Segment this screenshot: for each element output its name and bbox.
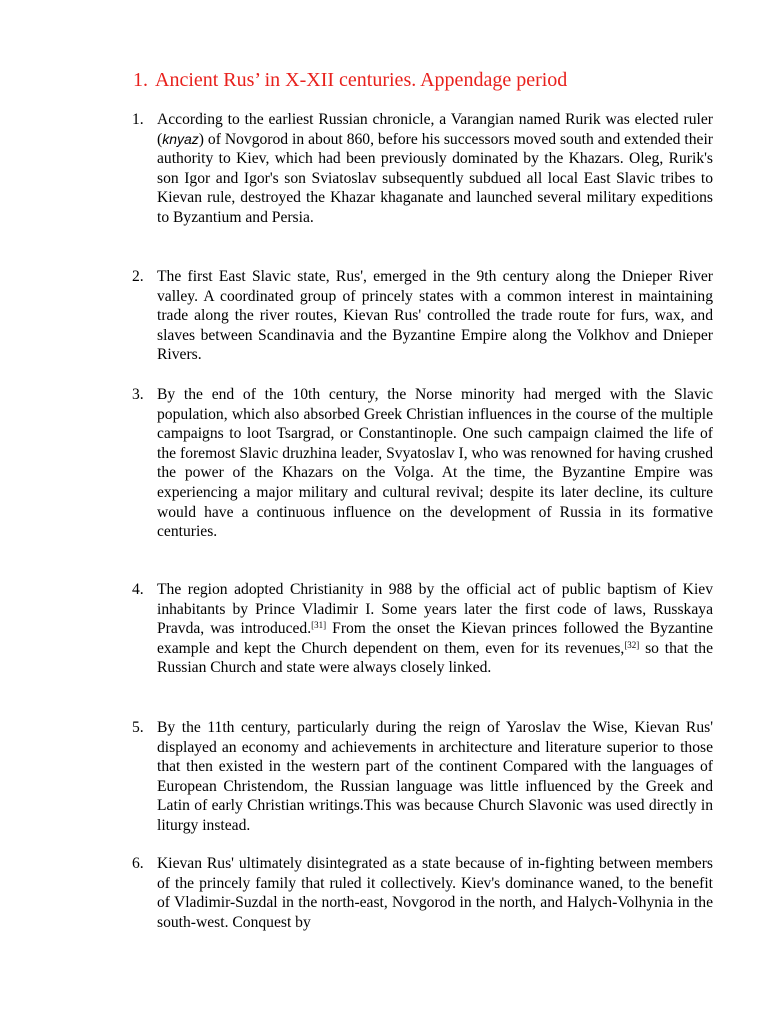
page-title: [133, 66, 733, 94]
item-text: By the 11th century, particularly during the reign of Yaroslav the Wise, Kievan Rus' displayed an economy and achievements in architecture and literature superior to those that then existed in the western part of the continent Compared with the languages of European Christendom, the Russian language was little influenced by the Greek and Latin of early Christian writings.This was because Church Slavonic was used directly in liturgy instead.: [157, 719, 713, 834]
item-text: By the end of the 10th century, the Norse minority had merged with the Slavic population, which also absorbed Greek Christian influences in the course of the multiple campaigns to loot Tsargrad, or Constantinople. One such campaign claimed the life of the foremost Slavic druzhina leader, Svyatoslav I, who was renowned for having crushed the power of the Khazars on the Volga. At the time, the Byzantine Empire was experiencing a major military and cultural revival; despite its later decline, its culture would have a continuous influence on the development of Russia in its formative centuries.: [157, 386, 713, 541]
citation-ref[interactable]: [32]: [624, 639, 640, 650]
title-number: 1.: [133, 69, 148, 91]
item-number: 2.: [132, 268, 144, 285]
item-text: The first East Slavic state, Rus', emerged in the 9th century along the Dnieper River valley. A coordinated group of princely states with a common interest in maintaining trade along the river routes, Kievan Rus' controlled the trade route for furs, wax, and slaves between Scandinavia and the Byzantine Empire along the Volkhov and Dnieper Rivers.: [157, 268, 713, 364]
item-text: The region adopted Christianity in 988 by the official act of public baptism of Kiev inhabitants by Prince Vladimir I. Some years later the first code of laws, Russkaya Pravda, was introduced.[31] From the onset the Kievan princes followed the Byzantine example and kept the Church dependent on them, even for its revenues,[32] so that the Russian Church and state were always closely linked.: [157, 581, 713, 677]
item-number: 5.: [132, 719, 144, 736]
knyaz-term: knyaz: [162, 130, 199, 147]
item-number: 1.: [132, 111, 144, 128]
item-number: 3.: [132, 386, 144, 403]
title-text: Ancient Rus’ in X-XII centuries. Appendage period: [155, 69, 568, 91]
item-number: 6.: [132, 855, 144, 872]
item-text: Kievan Rus' ultimately disintegrated as a state because of in-fighting between members of the princely family that ruled it collectively. Kiev's dominance waned, to the benefit of Vladimir-Suzdal in the north-east, Novgorod in the north, and Halych-Volhynia in the south-west. Conquest by: [157, 855, 713, 931]
item-text: According to the earliest Russian chronicle, a Varangian named Rurik was elected ruler (knyaz) of Novgorod in about 860, before his successors moved south and extended their authority to Kiev, which had been previously dominated by the Khazars. Oleg, Rurik's son Igor and Igor's son Sviatoslav subsequently subdued all local East Slavic tribes to Kievan rule, destroyed the Khazar khaganate and launched several military expeditions to Byzantium and Persia.: [157, 111, 713, 226]
item-number: 4.: [132, 581, 144, 598]
citation-ref[interactable]: [31]: [311, 620, 327, 631]
